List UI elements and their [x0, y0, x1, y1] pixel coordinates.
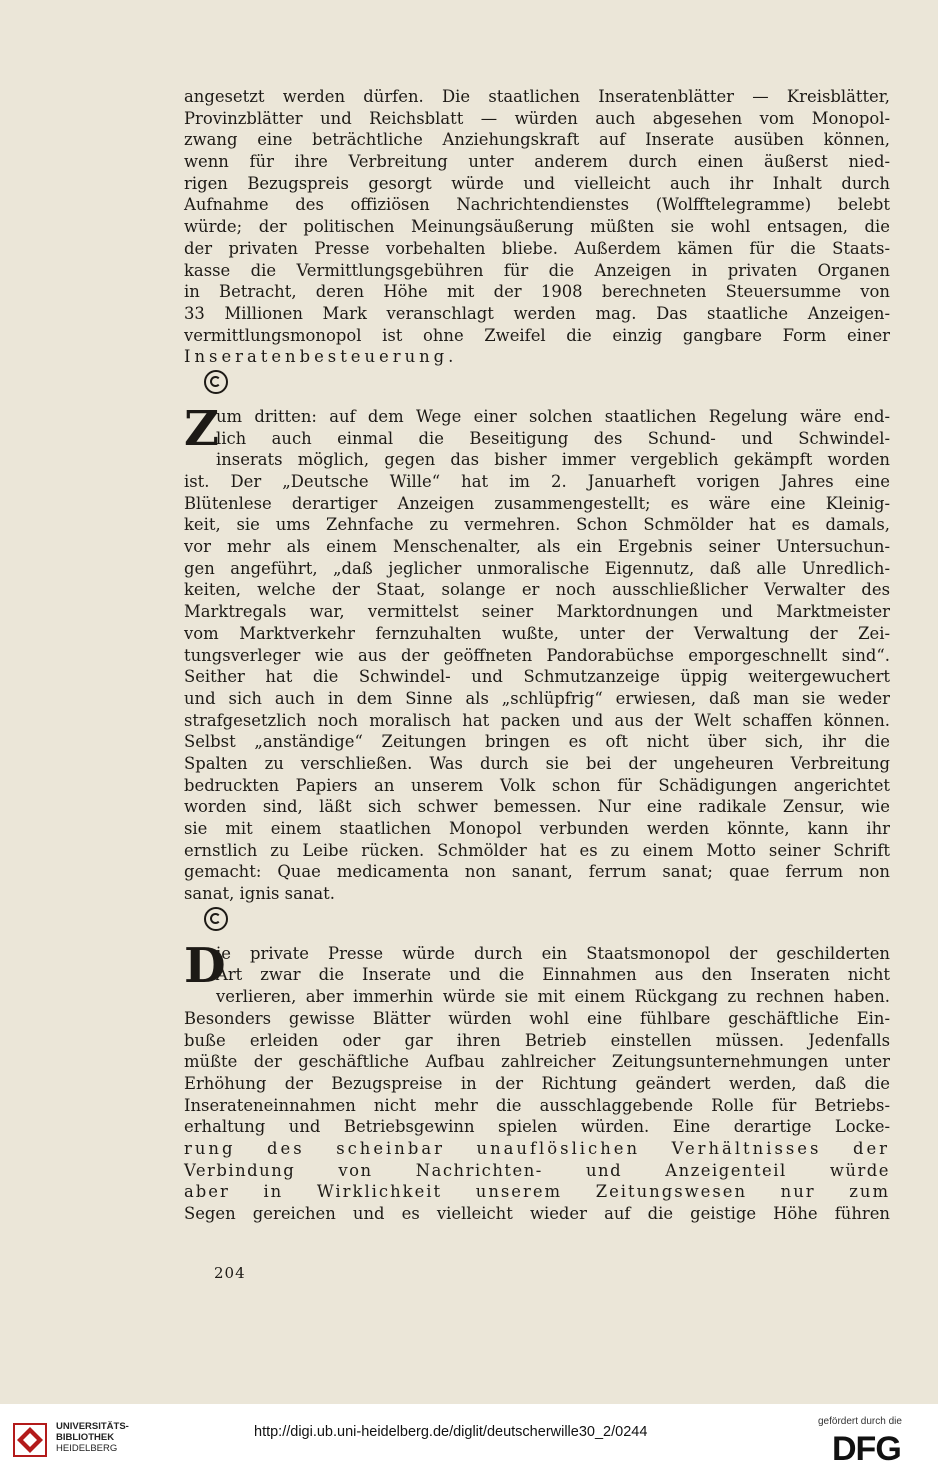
library-name-line: HEIDELBERG [56, 1443, 118, 1454]
text-line: Provinzblätter und Reichsblatt — würden auch abgesehen vom Monopol- [184, 108, 890, 128]
text-line: rung des scheinbar unauflöslichen Verhältnisses der [184, 1138, 890, 1158]
text-line: der privaten Presse vorbehalten bliebe. Außerdem kämen für die Staats- [184, 238, 890, 258]
text-line: wenn für ihre Verbreitung unter anderem durch einen äußerst nied- [184, 152, 890, 172]
university-library-logo-icon [12, 1422, 48, 1458]
text-line: Art zwar die Inserate und die Einnahmen aus den Inseraten nicht [216, 965, 890, 985]
drop-cap: D [184, 937, 226, 994]
text-line: ernstlich zu Leibe rücken. Schmölder hat es zu einem Motto seiner Schrift [184, 840, 890, 860]
text-line: müßte der geschäftliche Aufbau zahlreicher Zeitungsunternehmungen unter [184, 1052, 890, 1072]
text-line: Besonders gewisse Blätter würden wohl eine fühlbare geschäftliche Ein- [184, 1008, 890, 1028]
text-line: sanat, ignis sanat. [184, 884, 335, 904]
text-line: inserats möglich, gegen das bisher immer vergeblich gekämpft worden [216, 450, 890, 470]
text-line: gemacht: Quae medicamenta non sanant, ferrum sanat; quae ferrum non [184, 862, 890, 882]
text-line: Marktregals war, vermittelst seiner Marktordnungen und Marktmeister [184, 602, 890, 622]
body-text [184, 86, 890, 1225]
library-name-line: BIBLIOTHEK [56, 1432, 115, 1443]
text-line: würde; der politischen Meinungsäußerung müßten sie wohl entsagen, die [184, 217, 890, 237]
text-line: Selbst „anständige“ Zeitungen bringen es oft nicht über sich, ihr die [184, 732, 890, 752]
text-line: Blütenlese derartiger Anzeigen zusammengestellt; es wäre eine Kleinig- [184, 493, 890, 513]
text-line: kasse die Vermittlungsgebühren für die Anzeigen in privaten Organen [184, 260, 890, 280]
text-line: gen angeführt, „daß jeglicher unmoralische Eigennutz, daß alle Unredlich- [184, 558, 890, 578]
text-line: lich auch einmal die Beseitigung des Schund- und Schwindel- [216, 428, 890, 448]
library-name [56, 1421, 129, 1454]
section-ornament-icon [184, 907, 890, 929]
text-line: vom Marktverkehr fernzuhalten wußte, unter der Verwaltung der Zei- [184, 623, 890, 643]
text-line: Inseratenbesteuerung. [184, 347, 458, 367]
text-line: 33 Millionen Mark veranschlagt werden mag. Das staatliche Anzeigen- [184, 303, 890, 323]
text-line: und sich auch in dem Sinne als „schlüpfrig“ erwiesen, daß man sie weder [184, 688, 890, 708]
source-url-link[interactable]: http://digi.ub.uni-heidelberg.de/diglit/deutscherwille30_2/0244 [254, 1424, 648, 1440]
text-line: Erhöhung der Bezugspreise in der Richtung geändert werden, daß die [184, 1073, 890, 1093]
text-line: Spalten zu verschließen. Was durch sie bei der ungeheuren Verbreitung [184, 753, 890, 773]
text-line: Segen gereichen und es vielleicht wieder auf die geistige Höhe führen [184, 1204, 890, 1223]
paragraph-2 [184, 400, 890, 905]
text-line: rigen Bezugspreis gesorgt würde und vielleicht auch ihr Inhalt durch [184, 173, 890, 193]
text-line: Aufnahme des offiziösen Nachrichtendienstes (Wolfftelegramme) belebt [184, 195, 890, 215]
text-line: verlieren, aber immerhin würde sie mit einem Rückgang zu rechnen haben. [216, 987, 890, 1007]
text-line: ist. Der „Deutsche Wille“ hat im 2. Januarheft vorigen Jahres eine [184, 472, 890, 491]
text-line: um dritten: auf dem Wege einer solchen staatlichen Regelung wäre end- [216, 406, 890, 426]
text-line: Seither hat die Schwindel- und Schmutzanzeige üppig weitergewuchert [184, 667, 890, 687]
section-ornament-icon [184, 370, 890, 392]
page-number: 204 [214, 1264, 246, 1282]
text-line: vor mehr als einem Menschenalter, als ein Ergebnis seiner Untersuchun- [184, 537, 890, 557]
text-line: in Betracht, deren Höhe mit der 1908 berechneten Steuersumme von [184, 282, 890, 302]
drop-cap: Z [184, 400, 220, 457]
digitization-footer [0, 1404, 938, 1474]
funding-note: gefördert durch die [818, 1416, 902, 1427]
dfg-logo: DFG [832, 1430, 901, 1468]
text-line: keit, sie ums Zehnfache zu vermehren. Schon Schmölder hat es damals, [184, 515, 890, 535]
text-line: sie mit einem staatlichen Monopol verbunden werden könnte, kann ihr [184, 819, 890, 838]
text-line: keiten, welche der Staat, solange er noch ausschließlicher Verwalter des [184, 580, 890, 600]
text-line: buße erleiden oder gar ihren Betrieb einstellen müssen. Jedenfalls [184, 1030, 890, 1050]
text-line: bedruckten Papiers an unserem Volk schon für Schädigungen angerichtet [184, 775, 890, 795]
paragraph-3 [184, 937, 890, 1225]
text-line: angesetzt werden dürfen. Die staatlichen Inseratenblätter — Kreisblätter, [184, 87, 890, 106]
text-line: aber in Wirklichkeit unserem Zeitungswesen nur zum [184, 1182, 890, 1202]
text-line: Inserateneinnahmen nicht mehr die ausschlaggebende Rolle für Betriebs- [184, 1095, 890, 1115]
text-line: tungsverleger wie aus der geöffneten Pandorabüchse emporgeschnellt sind“. [184, 645, 890, 665]
text-line: ie private Presse würde durch ein Staatsmonopol der geschilderten [216, 943, 890, 963]
library-name-line: UNIVERSITÄTS- [56, 1421, 129, 1432]
text-line: vermittlungsmonopol ist ohne Zweifel die einzig gangbare Form einer [184, 325, 890, 345]
text-line: strafgesetzlich noch moralisch hat packen und aus der Welt schaffen können. [184, 710, 890, 730]
text-line: erhaltung und Betriebsgewinn spielen würden. Eine derartige Locke- [184, 1117, 890, 1137]
paragraph-1 [184, 86, 890, 368]
text-line: zwang eine beträchtliche Anziehungskraft auf Inserate ausüben können, [184, 130, 890, 150]
text-line: worden sind, läßt sich schwer bemessen. Nur eine radikale Zensur, wie [184, 797, 890, 817]
text-line: Verbindung von Nachrichten- und Anzeigenteil würde [184, 1160, 890, 1180]
